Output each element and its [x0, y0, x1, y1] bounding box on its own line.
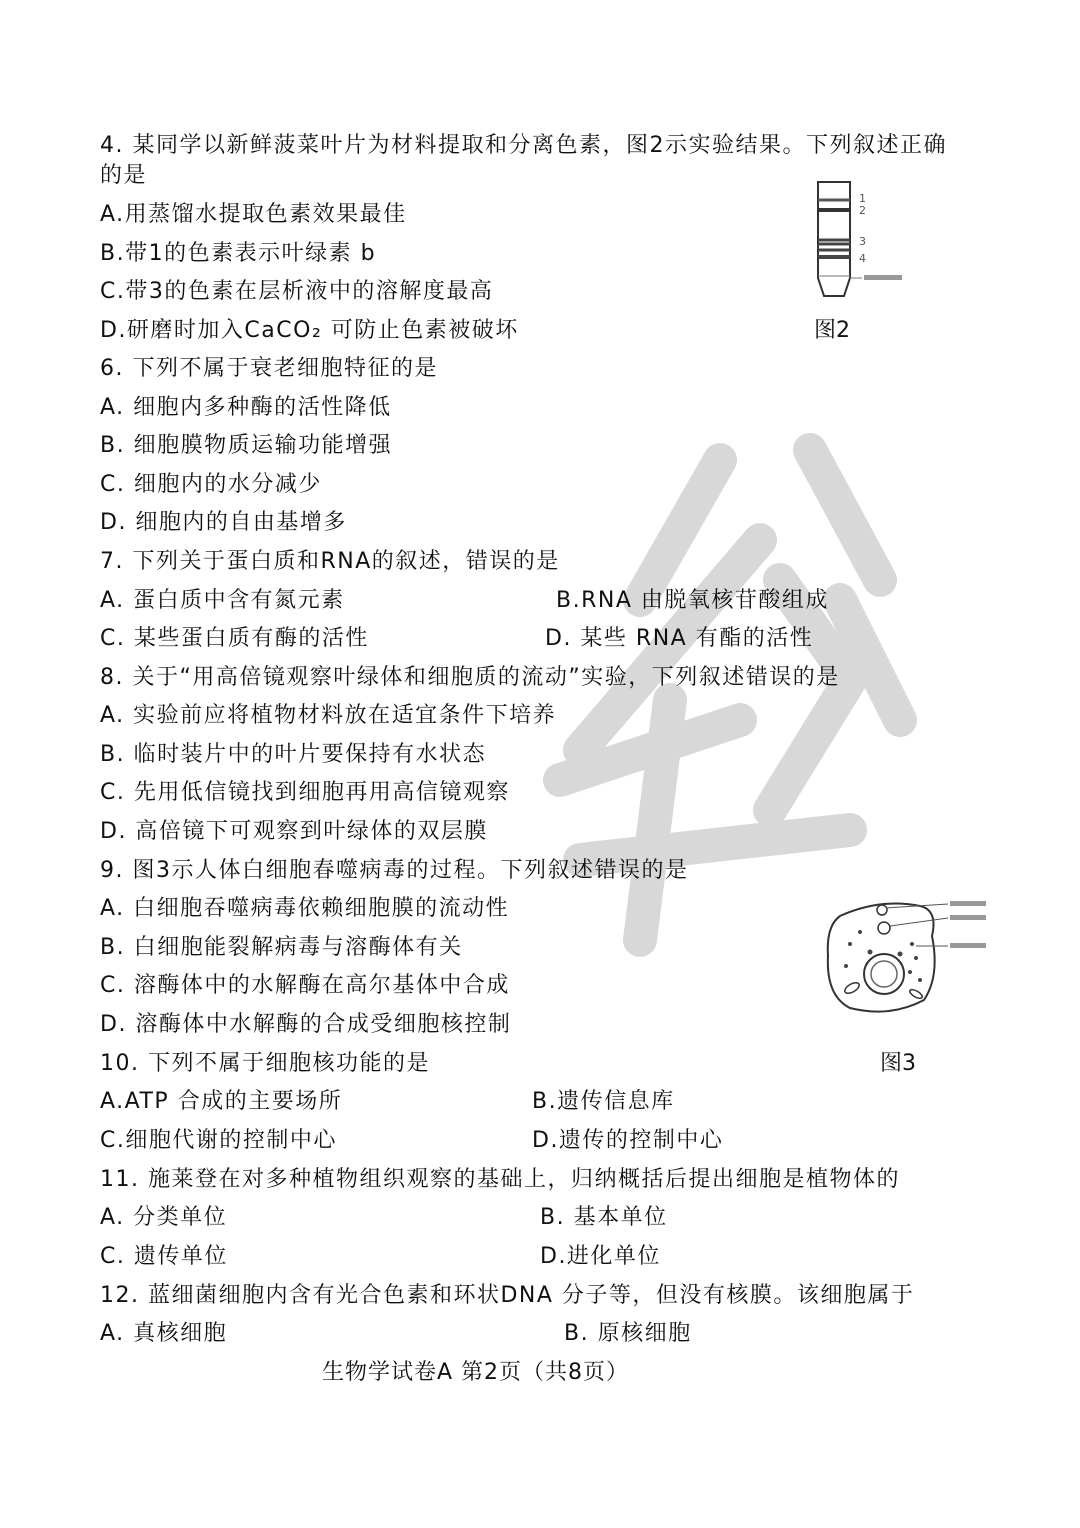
q8-option-d: D. 高倍镜下可观察到叶绿体的双层膜	[100, 819, 488, 844]
chromatography-strip-figure	[812, 178, 912, 302]
q4-option-a: A.用蒸馏水提取色素效果最佳	[100, 202, 407, 227]
q11-stem: 11. 施莱登在对多种植物组织观察的基础上，归纳概括后提出细胞是植物体的	[100, 1167, 900, 1192]
lysosome-label-mark	[950, 943, 986, 948]
band-label-1: 1	[859, 192, 866, 205]
q8-option-a: A. 实验前应将植物材料放在适宜条件下培养	[100, 703, 557, 728]
q7-option-a: A. 蛋白质中含有氮元素	[100, 588, 345, 613]
line-label-mark	[864, 275, 902, 280]
q4-option-c: C.带3的色素在层析液中的溶解度最高	[100, 279, 494, 304]
q7-option-d: D. 某些 RNA 有酯的活性	[545, 626, 814, 651]
q4-stem-line2: 的是	[100, 163, 148, 188]
q10-option-c: C.细胞代谢的控制中心	[100, 1128, 337, 1153]
q8-option-c: C. 先用低信镜找到细胞再用高信镜观察	[100, 780, 510, 805]
q12-option-b: B. 原核细胞	[564, 1321, 692, 1346]
q8-stem: 8. 关于“用高倍镜观察叶绿体和细胞质的流动”实验，下列叙述错误的是	[100, 665, 840, 690]
q4-stem-line1: 4. 某同学以新鲜菠菜叶片为材料提取和分离色素，图2示实验结果。下列叙述正确	[100, 133, 947, 158]
q8-option-b: B. 临时装片中的叶片要保持有水状态	[100, 742, 487, 767]
vesicle-label-mark	[950, 915, 986, 920]
q6-option-c: C. 细胞内的水分减少	[100, 472, 322, 497]
q7-option-b: B.RNA 由脱氧核苷酸组成	[556, 588, 829, 613]
q4-option-d: D.研磨时加入CaCO₂ 可防止色素被破坏	[100, 318, 519, 343]
virus-label-mark	[950, 901, 986, 906]
page-footer: 生物学试卷A 第2页（共8页）	[322, 1360, 630, 1385]
q6-stem: 6. 下列不属于衰老细胞特征的是	[100, 356, 438, 381]
q9-option-c: C. 溶酶体中的水解酶在高尔基体中合成	[100, 973, 510, 998]
q11-option-d: D.进化单位	[540, 1244, 661, 1269]
band-label-2: 2	[859, 204, 866, 217]
q11-option-b: B. 基本单位	[540, 1205, 668, 1230]
figure-2-label: 图2	[814, 318, 850, 343]
q9-option-a: A. 白细胞吞噬病毒依赖细胞膜的流动性	[100, 896, 510, 921]
q7-option-c: C. 某些蛋白质有酶的活性	[100, 626, 369, 651]
q6-option-d: D. 细胞内的自由基增多	[100, 510, 347, 535]
q10-option-a: A.ATP 合成的主要场所	[100, 1089, 343, 1114]
q10-option-d: D.遗传的控制中心	[532, 1128, 724, 1153]
q6-option-b: B. 细胞膜物质运输功能增强	[100, 433, 393, 458]
q10-option-b: B.遗传信息库	[532, 1089, 675, 1114]
q12-stem: 12. 蓝细菌细胞内含有光合色素和环状DNA 分子等，但没有核膜。该细胞属于	[100, 1283, 915, 1308]
q11-option-c: C. 遗传单位	[100, 1244, 228, 1269]
band-label-4: 4	[859, 252, 866, 265]
q9-stem: 9. 图3示人体白细胞春噬病毒的过程。下列叙述错误的是	[100, 858, 689, 883]
q12-option-a: A. 真核细胞	[100, 1321, 228, 1346]
figure-3-label: 图3	[880, 1051, 916, 1076]
q6-option-a: A. 细胞内多种酶的活性降低	[100, 395, 392, 420]
q10-stem: 10. 下列不属于细胞核功能的是	[100, 1051, 430, 1076]
q7-stem: 7. 下列关于蛋白质和RNA的叙述，错误的是	[100, 549, 560, 574]
q4-option-b: B.带1的色素表示叶绿素 b	[100, 241, 377, 266]
q11-option-a: A. 分类单位	[100, 1205, 228, 1230]
q9-option-d: D. 溶酶体中水解酶的合成受细胞核控制	[100, 1012, 512, 1037]
q9-option-b: B. 白细胞能裂解病毒与溶酶体有关	[100, 935, 463, 960]
white-blood-cell-figure	[820, 896, 995, 1016]
band-label-3: 3	[859, 235, 866, 248]
